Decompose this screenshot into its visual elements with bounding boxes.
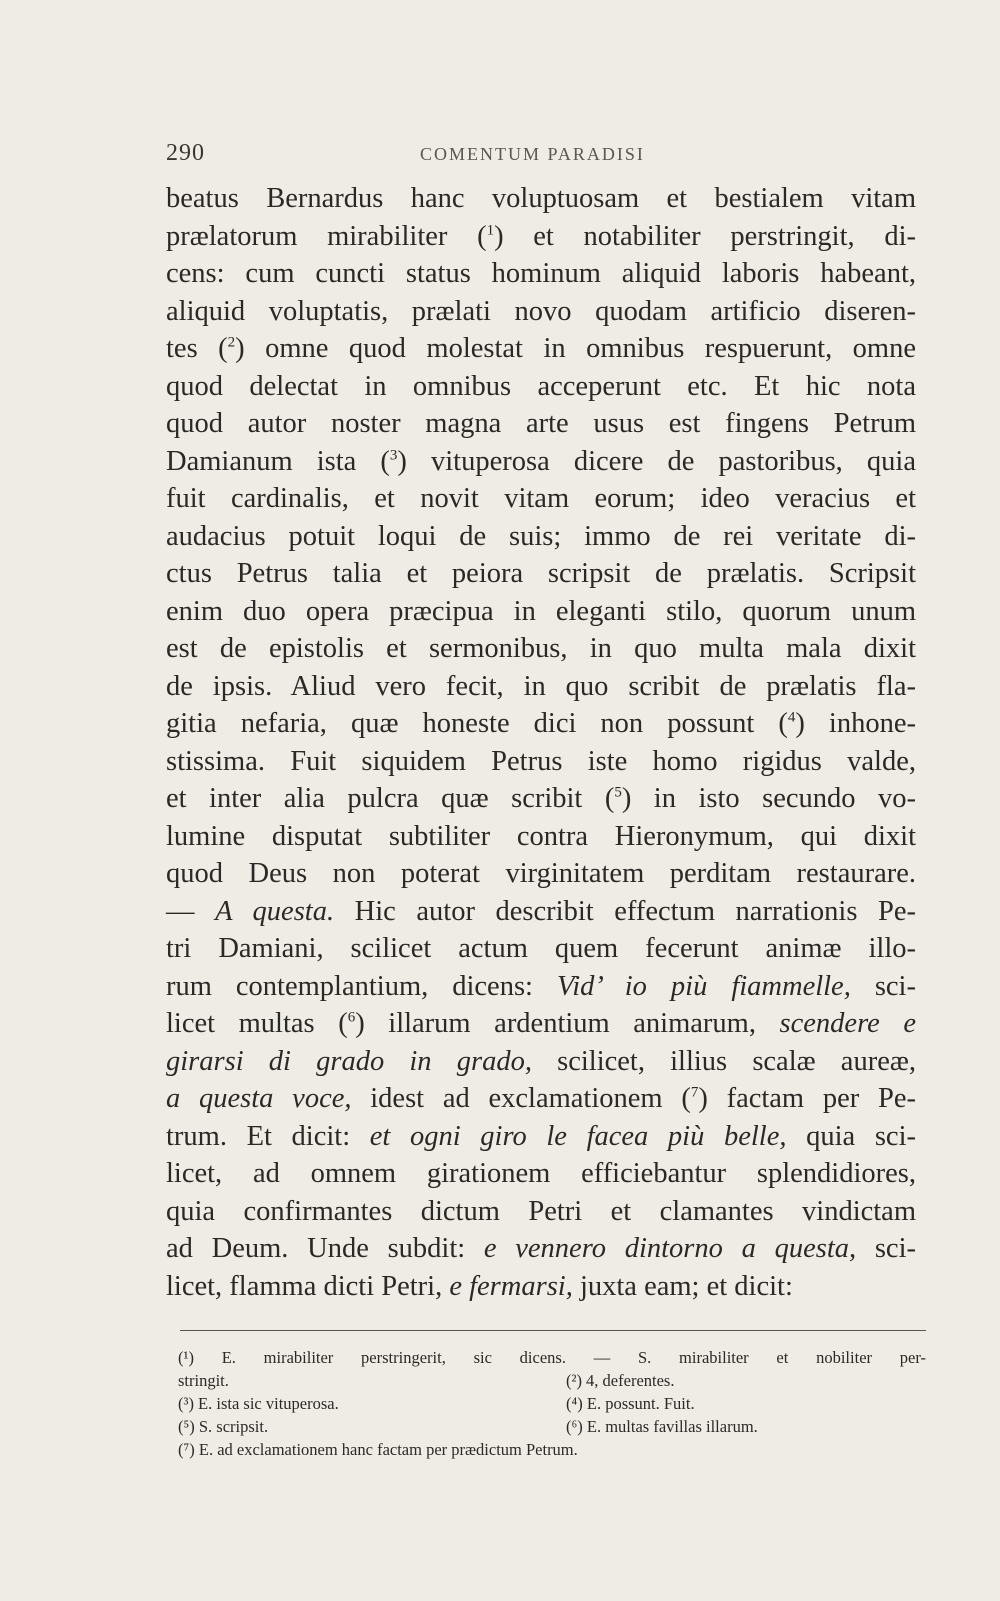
text-line (166, 330, 916, 368)
footnote-line: (¹) E. mirabiliter perstringerit, sic dicens. — S. mirabiliter et nobiliter per- (178, 1348, 926, 1367)
text-segment: trum. Et dicit: (166, 1120, 370, 1152)
text-segment: tri Damiani, scilicet actum quem fecerunt animæ illo- (166, 933, 916, 964)
text-line (166, 1193, 916, 1231)
text-segment: quod autor noster magna arte usus est fingens Petrum (166, 408, 916, 439)
text-segment: quod Deus non poterat virginitatem perditam restaurare. (166, 858, 916, 889)
italic-quote: e fermarsi, (449, 1270, 573, 1302)
footnote-line: (⁷) E. ad exclamationem hanc factam per prædictum Petrum. (178, 1440, 578, 1459)
text-segment: et inter alia pulcra quæ scribit ( (166, 783, 615, 814)
main-text-block (166, 180, 916, 1305)
text-segment: est de epistolis et sermonibus, in quo multa mala dixit (166, 633, 916, 664)
footnote-line: (³) E. ista sic vituperosa. (178, 1394, 339, 1413)
text-segment: lumine disputat subtiliter contra Hieronymum, qui dixit (166, 820, 916, 852)
text-line (166, 930, 916, 968)
text-line (166, 180, 916, 218)
footnote-line: (²) 4, deferentes. (566, 1371, 675, 1390)
text-line (166, 443, 916, 481)
text-segment: beatus Bernardus hanc voluptuosam et bestialem vitam (166, 183, 916, 214)
text-segment: ad Deum. Unde subdit: (166, 1233, 484, 1264)
text-segment: licet multas ( (166, 1008, 348, 1039)
footnote-line: (⁴) E. possunt. Fuit. (566, 1394, 695, 1413)
text-line (166, 480, 916, 518)
text-segment: ) omne quod molestat in omnibus respuerunt, omne (235, 333, 916, 364)
text-line (166, 1268, 916, 1306)
text-line (166, 893, 916, 931)
text-segment: ) vituperosa dicere de pastoribus, quia (397, 445, 916, 477)
text-segment: ) illarum ardentium animarum, (355, 1008, 780, 1039)
text-line (166, 780, 916, 818)
text-line (166, 405, 916, 443)
text-segment: rum contemplantium, dicens: (166, 970, 557, 1002)
text-segment: cens: cum cuncti status hominum aliquid laboris habeant, (166, 258, 916, 289)
page-header (166, 140, 926, 180)
text-segment: ) et notabiliter perstringit, di- (494, 220, 916, 252)
italic-quote: a questa voce, (166, 1083, 352, 1114)
text-segment: ) factam per Pe- (698, 1083, 916, 1114)
text-line (166, 1080, 916, 1118)
text-segment: juxta eam; et dicit: (572, 1270, 793, 1302)
text-line (166, 1155, 916, 1193)
text-segment: quia confirmantes dictum Petri et clamantes vindictam (166, 1195, 916, 1227)
footnote-marker: 6 (347, 1009, 356, 1026)
footnote-marker: 4 (787, 709, 796, 726)
italic-quote: A questa. (215, 895, 335, 927)
italic-quote: Vid’ io più fiammelle, (556, 970, 851, 1002)
text-line (166, 668, 916, 706)
text-segment: idest ad exclamationem ( (351, 1083, 691, 1114)
text-segment: tes ( (166, 333, 228, 364)
text-line (166, 1230, 916, 1268)
footnote-marker: 3 (389, 447, 398, 463)
footnote-row (178, 1369, 926, 1392)
text-segment: ) inhone- (795, 708, 916, 739)
italic-quote: scendere e (779, 1008, 916, 1039)
footnote-marker: 2 (227, 334, 236, 351)
text-line (166, 630, 916, 668)
running-title: COMENTUM PARADISI (420, 144, 645, 164)
text-segment: enim duo opera præcipua in eleganti stilo, quorum unum (166, 595, 916, 627)
text-line (166, 855, 916, 893)
text-segment: licet, flamma dicti Petri, (166, 1270, 450, 1302)
text-segment: stissima. Fuit siquidem Petrus iste homo rigidus valde, (166, 745, 916, 777)
text-line (166, 705, 916, 743)
text-segment: ctus Petrus talia et peiora scripsit de prælatis. Scripsit (166, 558, 916, 589)
text-segment: sci- (850, 970, 916, 1002)
text-line (166, 968, 916, 1006)
text-line (166, 218, 916, 256)
text-segment: licet, ad omnem girationem efficiebantur splendidiores, (166, 1158, 916, 1189)
text-line (166, 1043, 916, 1081)
text-line (166, 1118, 916, 1156)
italic-quote: girarsi di grado in grado, (166, 1045, 532, 1077)
text-segment: ) in isto secundo vo- (621, 783, 917, 814)
text-line (166, 368, 916, 406)
text-line (166, 518, 916, 556)
italic-quote: et ogni giro le facea più belle, (369, 1120, 787, 1152)
text-segment: Damianum ista ( (166, 445, 390, 477)
text-segment: aliquid voluptatis, prælati novo quodam artificio diseren- (166, 295, 916, 327)
footnote-marker: 1 (486, 222, 495, 238)
footnote-row (178, 1415, 926, 1438)
text-line (166, 555, 916, 593)
footnote-line: (⁶) E. multas favillas illarum. (566, 1417, 758, 1436)
page-number: 290 (166, 140, 205, 166)
footnote-divider (180, 1330, 926, 1331)
text-segment: prælatorum mirabiliter ( (166, 220, 487, 252)
text-line (166, 818, 916, 856)
text-segment: quia sci- (786, 1120, 916, 1152)
text-segment: fuit cardinalis, et novit vitam eorum; ideo veracius et (166, 483, 916, 514)
italic-quote: e vennero dintorno a questa, (483, 1233, 857, 1264)
text-segment: scilicet, illius scalæ aureæ, (531, 1045, 916, 1077)
text-segment: — (166, 895, 216, 927)
text-line (166, 593, 916, 631)
text-segment: gitia nefaria, quæ honeste dici non possunt ( (166, 708, 788, 739)
footnote-marker: 5 (614, 784, 622, 801)
text-line (166, 255, 916, 293)
text-segment: sci- (856, 1233, 916, 1264)
footnotes-block (178, 1346, 926, 1461)
text-line (166, 743, 916, 781)
text-segment: audacius potuit loqui de suis; immo de rei veritate di- (166, 520, 916, 552)
footnote-line: (⁵) S. scripsit. (178, 1417, 269, 1436)
text-line (166, 1005, 916, 1043)
footnote-row (178, 1392, 926, 1415)
footnote-marker: 7 (690, 1084, 699, 1101)
text-segment: quod delectat in omnibus acceperunt etc. Et hic nota (166, 370, 916, 402)
text-line (166, 293, 916, 331)
text-segment: Hic autor describit effectum narrationis Pe- (334, 895, 917, 927)
text-segment: de ipsis. Aliud vero fecit, in quo scribit de prælatis fla- (166, 670, 916, 702)
footnote-line: stringit. (178, 1371, 229, 1390)
